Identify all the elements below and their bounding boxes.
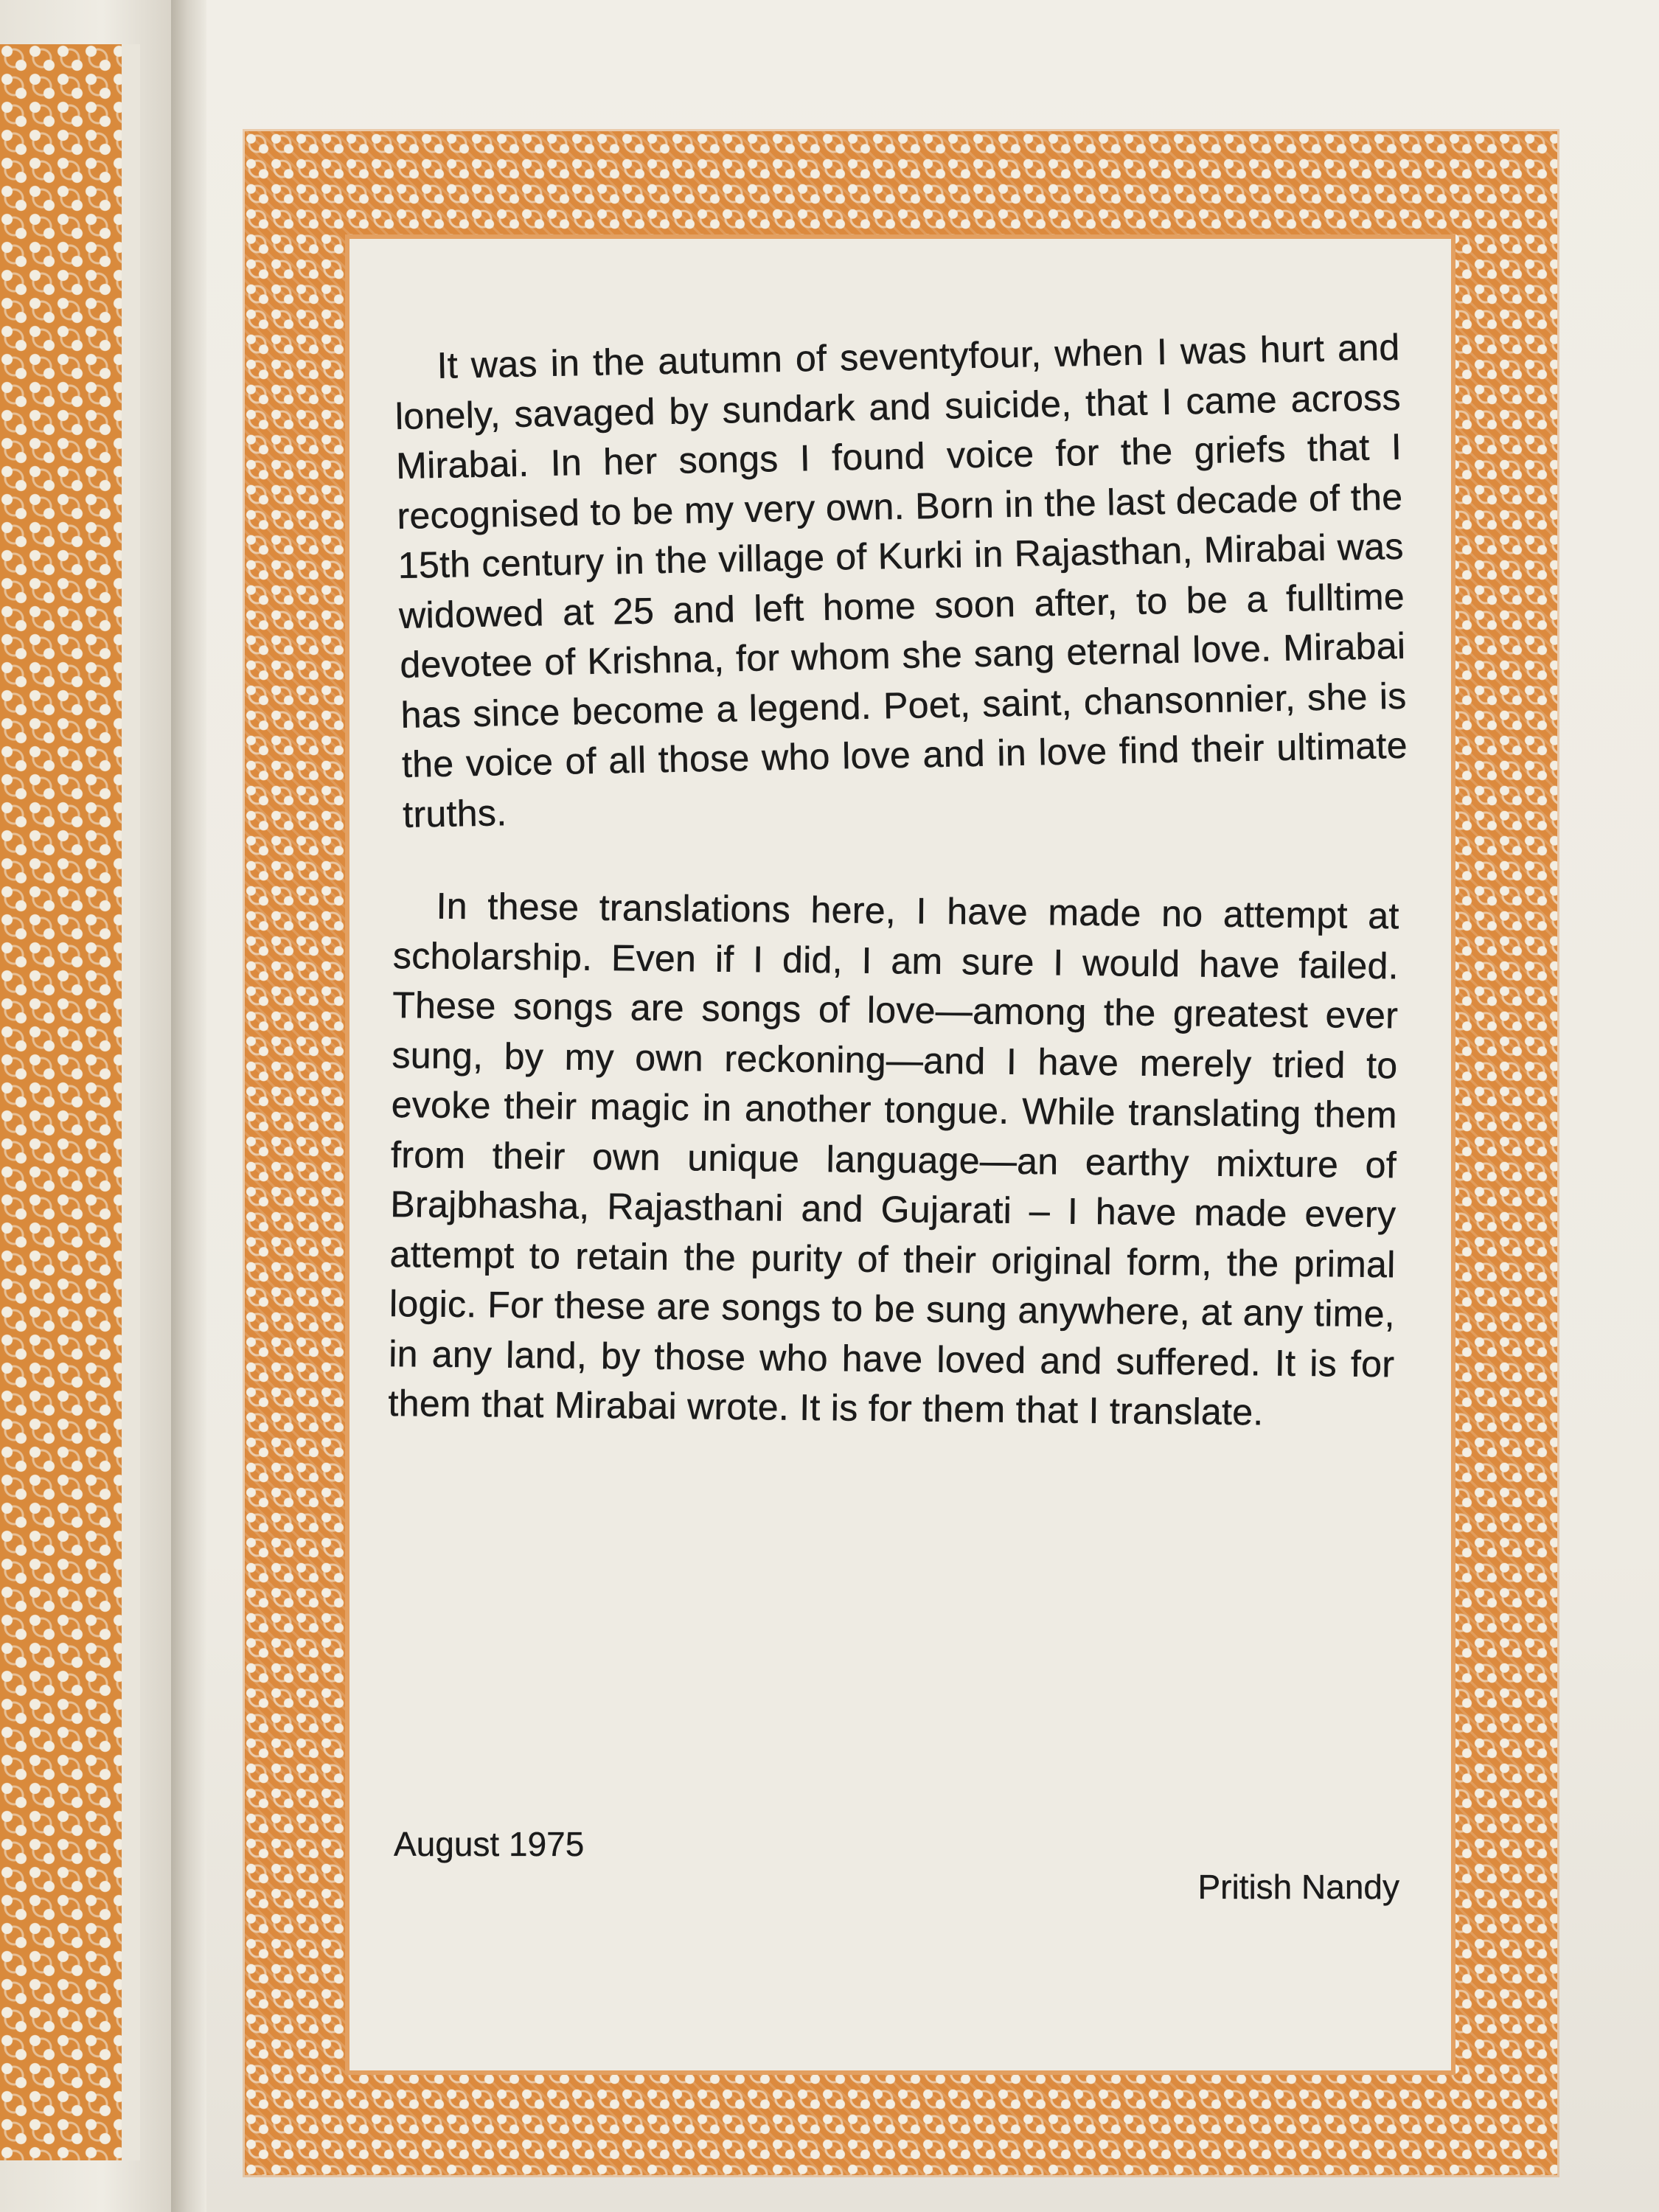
preface-paragraph-1-text: It was in the autumn of seventyfour, when I was hurt and lonely, savaged by sundark and suicide, that I came across Mirabai. In her songs I found voice for the griefs that I recognised to be my very own. Born in the last decade of the 15th century in the village of Kurki in Rajasthan, Mirabai was widowed at 25 and left home soon after, to be a fulltime devotee of Krishna, for whom she sang eternal love. Mirabai has since become a legend. Poet, saint, chansonnier, she is the voice of all those who love and in love find their ultimate truths. [394,326,1408,835]
preface-paragraph-2 [388,881,1399,1439]
previous-page-ornamental-border [0,44,140,2160]
preface-paragraph-2-text: In these translations here, I have made no attempt at scholarship. Even if I did, I am sure I would have failed. These songs are songs of love—among the greatest ever sung, by my own reckoning—and I have merely tried to evoke their magic in another tongue. While translating them from their own unique language—an earthy mixture of Brajbhasha, Rajasthani and Gujarati – I have made every attempt to retain the purity of their original form, the primal logic. For these are songs to be sung anywhere, at any time, in any land, by those who have loved and suffered. It is for them that Mirabai wrote. It is for them that I translate. [388,885,1399,1433]
previous-page [0,0,171,2212]
previous-page-inner-margin [122,44,140,2160]
page-text-area [349,239,1451,2070]
signoff-author: Pritish Nandy [1197,1868,1399,1906]
preface-paragraph-1 [394,323,1409,840]
book-gutter [171,0,206,2212]
signoff [394,1824,1399,1913]
signoff-date: August 1975 [394,1825,585,1863]
